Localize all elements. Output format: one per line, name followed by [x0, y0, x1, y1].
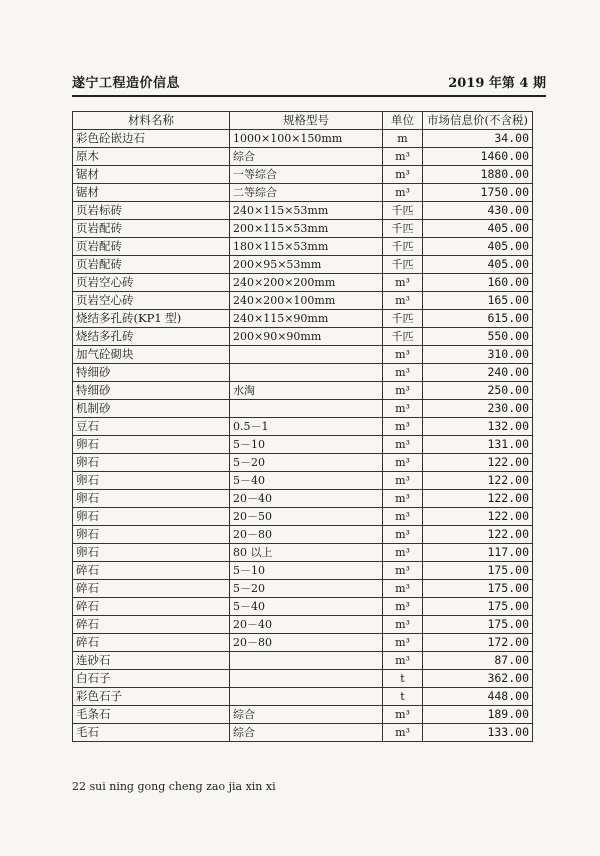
cell-price: 160.00 — [423, 274, 533, 292]
col-header-spec: 规格型号 — [230, 112, 383, 130]
table-row — [73, 400, 533, 418]
cell-name: 页岩配砖 — [73, 220, 230, 238]
cell-unit: m³ — [383, 544, 423, 562]
cell-spec: 5－20 — [230, 580, 383, 598]
cell-price: 250.00 — [423, 382, 533, 400]
col-header-price: 市场信息价(不含税) — [423, 112, 533, 130]
cell-name: 页岩标砖 — [73, 202, 230, 220]
cell-spec: 20－40 — [230, 616, 383, 634]
cell-name: 页岩配砖 — [73, 238, 230, 256]
cell-unit: m³ — [383, 724, 423, 742]
cell-name: 页岩空心砖 — [73, 292, 230, 310]
table-row — [73, 472, 533, 490]
cell-price: 240.00 — [423, 364, 533, 382]
table-row — [73, 418, 533, 436]
cell-price: 132.00 — [423, 418, 533, 436]
table-row — [73, 706, 533, 724]
cell-price: 1880.00 — [423, 166, 533, 184]
cell-price: 1750.00 — [423, 184, 533, 202]
cell-unit: 千匹 — [383, 310, 423, 328]
cell-name: 卵石 — [73, 508, 230, 526]
table-row — [73, 202, 533, 220]
publication-title: 遂宁工程造价信息 — [72, 76, 181, 91]
cell-unit: m³ — [383, 418, 423, 436]
cell-spec: 20－80 — [230, 526, 383, 544]
cell-spec — [230, 346, 383, 364]
cell-name: 碎石 — [73, 562, 230, 580]
cell-unit: m³ — [383, 274, 423, 292]
cell-spec: 5－20 — [230, 454, 383, 472]
cell-price: 165.00 — [423, 292, 533, 310]
cell-price: 172.00 — [423, 634, 533, 652]
cell-spec: 20－40 — [230, 490, 383, 508]
table-row — [73, 184, 533, 202]
cell-name: 特细砂 — [73, 382, 230, 400]
cell-name: 页岩空心砖 — [73, 274, 230, 292]
cell-unit: m³ — [383, 508, 423, 526]
cell-spec: 5－10 — [230, 562, 383, 580]
cell-price: 405.00 — [423, 256, 533, 274]
cell-unit: m³ — [383, 436, 423, 454]
cell-spec: 20－80 — [230, 634, 383, 652]
cell-name: 卵石 — [73, 454, 230, 472]
table-row — [73, 220, 533, 238]
cell-spec: 5－10 — [230, 436, 383, 454]
cell-price: 122.00 — [423, 454, 533, 472]
cell-name: 豆石 — [73, 418, 230, 436]
cell-unit: m³ — [383, 580, 423, 598]
cell-spec — [230, 670, 383, 688]
col-header-name: 材料名称 — [73, 112, 230, 130]
cell-price: 131.00 — [423, 436, 533, 454]
cell-name: 卵石 — [73, 544, 230, 562]
cell-unit: m³ — [383, 706, 423, 724]
table-row — [73, 454, 533, 472]
cell-name: 碎石 — [73, 598, 230, 616]
cell-spec — [230, 400, 383, 418]
cell-spec — [230, 688, 383, 706]
table-row — [73, 274, 533, 292]
cell-name: 彩色石子 — [73, 688, 230, 706]
cell-name: 碎石 — [73, 616, 230, 634]
table-row — [73, 634, 533, 652]
cell-price: 550.00 — [423, 328, 533, 346]
cell-price: 117.00 — [423, 544, 533, 562]
col-header-unit: 单位 — [383, 112, 423, 130]
cell-name: 锯材 — [73, 166, 230, 184]
table-row — [73, 130, 533, 148]
cell-spec: 180×115×53mm — [230, 238, 383, 256]
cell-unit: m³ — [383, 166, 423, 184]
cell-name: 彩色砼嵌边石 — [73, 130, 230, 148]
cell-unit: 千匹 — [383, 238, 423, 256]
cell-unit: m³ — [383, 490, 423, 508]
cell-spec: 240×200×200mm — [230, 274, 383, 292]
table-row — [73, 616, 533, 634]
cell-name: 碎石 — [73, 580, 230, 598]
cell-unit: m³ — [383, 634, 423, 652]
cell-name: 烧结多孔砖 — [73, 328, 230, 346]
cell-name: 连砂石 — [73, 652, 230, 670]
cell-name: 毛条石 — [73, 706, 230, 724]
table-row — [73, 148, 533, 166]
cell-price: 405.00 — [423, 220, 533, 238]
cell-unit: t — [383, 688, 423, 706]
cell-name: 锯材 — [73, 184, 230, 202]
cell-spec — [230, 652, 383, 670]
cell-price: 122.00 — [423, 526, 533, 544]
cell-unit: 千匹 — [383, 202, 423, 220]
cell-price: 310.00 — [423, 346, 533, 364]
cell-unit: m³ — [383, 292, 423, 310]
cell-unit: 千匹 — [383, 256, 423, 274]
cell-price: 230.00 — [423, 400, 533, 418]
cell-price: 448.00 — [423, 688, 533, 706]
cell-price: 615.00 — [423, 310, 533, 328]
cell-spec: 0.5－1 — [230, 418, 383, 436]
cell-price: 122.00 — [423, 472, 533, 490]
cell-unit: m³ — [383, 616, 423, 634]
cell-price: 175.00 — [423, 616, 533, 634]
cell-unit: 千匹 — [383, 328, 423, 346]
cell-price: 189.00 — [423, 706, 533, 724]
cell-spec: 20－50 — [230, 508, 383, 526]
page-footer: 22 sui ning gong cheng zao jia xin xi — [72, 780, 276, 793]
cell-name: 原木 — [73, 148, 230, 166]
cell-unit: m — [383, 130, 423, 148]
cell-name: 加气砼砌块 — [73, 346, 230, 364]
table-row — [73, 652, 533, 670]
cell-spec: 综合 — [230, 724, 383, 742]
cell-unit: m³ — [383, 400, 423, 418]
table-row — [73, 598, 533, 616]
cell-name: 卵石 — [73, 472, 230, 490]
cell-name: 烧结多孔砖(KP1 型) — [73, 310, 230, 328]
cell-name: 卵石 — [73, 436, 230, 454]
cell-spec: 200×115×53mm — [230, 220, 383, 238]
table-header-row — [73, 112, 533, 130]
cell-spec: 5－40 — [230, 598, 383, 616]
table-row — [73, 310, 533, 328]
cell-price: 1460.00 — [423, 148, 533, 166]
cell-name: 机制砂 — [73, 400, 230, 418]
cell-unit: m³ — [383, 454, 423, 472]
table-row — [73, 328, 533, 346]
table-row — [73, 346, 533, 364]
table-row — [73, 238, 533, 256]
cell-unit: m³ — [383, 598, 423, 616]
table-row — [73, 724, 533, 742]
cell-spec: 240×115×53mm — [230, 202, 383, 220]
cell-spec: 240×115×90mm — [230, 310, 383, 328]
table-row — [73, 292, 533, 310]
table-row — [73, 670, 533, 688]
cell-unit: m³ — [383, 184, 423, 202]
cell-unit: 千匹 — [383, 220, 423, 238]
cell-unit: m³ — [383, 562, 423, 580]
cell-price: 362.00 — [423, 670, 533, 688]
table-row — [73, 382, 533, 400]
price-table — [72, 111, 533, 742]
cell-spec: 240×200×100mm — [230, 292, 383, 310]
cell-spec: 200×95×53mm — [230, 256, 383, 274]
cell-unit: m³ — [383, 148, 423, 166]
cell-name: 卵石 — [73, 490, 230, 508]
cell-unit: m³ — [383, 652, 423, 670]
table-row — [73, 436, 533, 454]
cell-price: 430.00 — [423, 202, 533, 220]
table-row — [73, 544, 533, 562]
cell-unit: m³ — [383, 364, 423, 382]
cell-unit: t — [383, 670, 423, 688]
cell-price: 87.00 — [423, 652, 533, 670]
cell-spec: 80 以上 — [230, 544, 383, 562]
table-row — [73, 526, 533, 544]
cell-name: 卵石 — [73, 526, 230, 544]
cell-spec: 一等综合 — [230, 166, 383, 184]
table-row — [73, 166, 533, 184]
issue-number: 2019 年第 4 期 — [448, 76, 546, 91]
cell-spec — [230, 364, 383, 382]
table-row — [73, 508, 533, 526]
cell-name: 页岩配砖 — [73, 256, 230, 274]
page-header — [72, 72, 546, 92]
cell-price: 405.00 — [423, 238, 533, 256]
cell-name: 毛石 — [73, 724, 230, 742]
cell-price: 175.00 — [423, 562, 533, 580]
cell-spec: 1000×100×150mm — [230, 130, 383, 148]
cell-spec: 水淘 — [230, 382, 383, 400]
cell-price: 122.00 — [423, 508, 533, 526]
table-row — [73, 256, 533, 274]
cell-spec: 二等综合 — [230, 184, 383, 202]
cell-spec: 5－40 — [230, 472, 383, 490]
cell-name: 特细砂 — [73, 364, 230, 382]
table-row — [73, 490, 533, 508]
cell-price: 175.00 — [423, 598, 533, 616]
cell-name: 碎石 — [73, 634, 230, 652]
cell-price: 175.00 — [423, 580, 533, 598]
table-row — [73, 364, 533, 382]
cell-price: 34.00 — [423, 130, 533, 148]
cell-price: 122.00 — [423, 490, 533, 508]
cell-unit: m³ — [383, 472, 423, 490]
cell-spec: 综合 — [230, 706, 383, 724]
cell-unit: m³ — [383, 346, 423, 364]
cell-spec: 200×90×90mm — [230, 328, 383, 346]
cell-unit: m³ — [383, 526, 423, 544]
table-row — [73, 688, 533, 706]
table-row — [73, 580, 533, 598]
cell-spec: 综合 — [230, 148, 383, 166]
cell-price: 133.00 — [423, 724, 533, 742]
cell-name: 白石子 — [73, 670, 230, 688]
table-row — [73, 562, 533, 580]
header-divider — [72, 95, 546, 97]
cell-unit: m³ — [383, 382, 423, 400]
